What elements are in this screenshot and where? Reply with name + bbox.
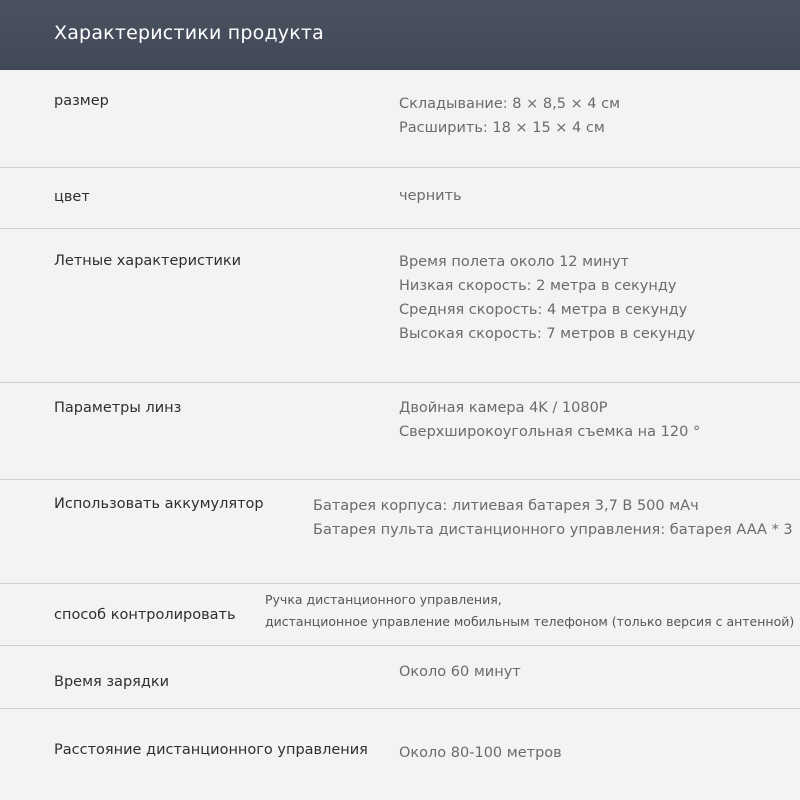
spec-value-line: Сверхширокоугольная съемка на 120 ° [399,424,701,440]
row-divider [0,583,800,584]
row-divider [0,708,800,709]
spec-label-control: способ контролировать [54,607,236,623]
spec-label-battery: Использовать аккумулятор [54,496,264,512]
spec-value-size [399,92,620,140]
spec-value-line: Батарея корпуса: литиевая батарея 3,7 В 500 мАч [313,498,699,514]
spec-label-size: размер [54,93,109,109]
spec-value-lens [399,396,700,444]
spec-value-line: Ручка дистанционного управления, [265,592,502,607]
spec-value-line: Складывание: 8 × 8,5 × 4 см [399,96,621,112]
spec-value-battery [313,494,793,542]
spec-label-charge-time: Время зарядки [54,674,170,690]
spec-value-line: Батарея пульта дистанционного управления: батарея AAA * 3 [313,522,793,538]
spec-label-flight: Летные характеристики [54,253,242,269]
page-title: Характеристики продукта [54,22,325,44]
spec-label-lens: Параметры линз [54,400,182,416]
spec-value-charge-time [399,660,521,684]
spec-value-flight [399,250,695,346]
spec-label-remote-range: Расстояние дистанционного управления [54,742,368,758]
row-divider [0,645,800,646]
spec-value-line: Двойная камера 4K / 1080P [399,400,608,416]
spec-value-line: чернить [399,188,462,204]
spec-label-color: цвет [54,189,90,205]
spec-value-line: Средняя скорость: 4 метра в секунду [399,302,688,318]
row-divider [0,167,800,168]
spec-value-line: Расширить: 18 × 15 × 4 см [399,120,605,136]
spec-value-line: Около 80-100 метров [399,745,562,761]
spec-header [0,0,800,70]
spec-value-color [399,184,462,208]
row-divider [0,382,800,383]
spec-value-control [265,589,794,633]
spec-value-remote-range [399,741,562,765]
spec-value-line: Время полета около 12 минут [399,254,630,270]
spec-value-line: дистанционное управление мобильным телефоном (только версия с антенной) [265,614,795,629]
spec-value-line: Низкая скорость: 2 метра в секунду [399,278,677,294]
spec-value-line: Около 60 минут [399,664,521,680]
row-divider [0,479,800,480]
row-divider [0,228,800,229]
spec-value-line: Высокая скорость: 7 метров в секунду [399,326,696,342]
